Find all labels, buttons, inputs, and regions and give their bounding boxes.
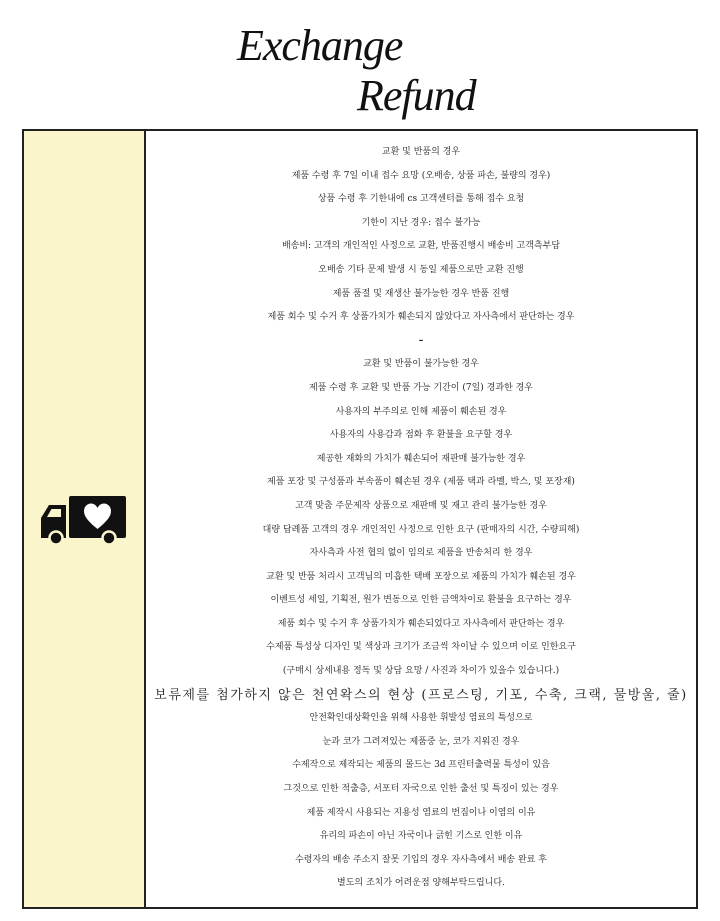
text-line: 안전확인대상확인을 위해 사용한 휘발성 염료의 특성으로 — [309, 713, 533, 724]
text-line: 수제작으로 제작되는 제품의 몰드는 3d 프린터출력물 특성이 있음 — [292, 760, 550, 771]
text-line: 교환 및 반품이 불가능한 경우 — [363, 359, 479, 370]
text-line: 대량 답례품 고객의 경우 개인적인 사정으로 인한 요구 (판매자의 시간, 수량피해) — [262, 524, 580, 535]
text-line: 자사측과 사전 협의 없이 임의로 제품을 반송처리 한 경우 — [309, 548, 533, 559]
text-line: 사용자의 사용감과 점화 후 환불을 요구할 경우 — [329, 430, 513, 441]
text-line: 제품 제작시 사용되는 지용성 염료의 번짐이나 이염의 이유 — [306, 807, 536, 818]
policy-text — [146, 131, 696, 907]
policy-box — [22, 129, 698, 909]
text-line: 눈과 코가 그려져있는 제품중 눈, 코가 지워진 경우 — [322, 736, 520, 747]
delivery-truck-heart-icon — [39, 494, 129, 544]
text-line: 유리의 파손이 아닌 자국이나 긁힌 기스로 인한 이유 — [319, 831, 523, 842]
text-line: 제공한 재화의 가치가 훼손되어 재판매 불가능한 경우 — [316, 453, 526, 464]
title-refund: Refund — [357, 71, 476, 120]
text-line: 별도의 조치가 어려운점 양해부탁드립니다. — [337, 878, 505, 889]
text-line: 사용자의 부주의로 인해 제품이 훼손된 경우 — [335, 406, 507, 417]
text-line: 제품 수령 후 7일 이내 접수 요망 (오배송, 상품 파손, 불량의 경우) — [291, 170, 551, 181]
text-line: 보류제를 첨가하지 않은 천연왁스의 현상 (프로스팅, 기포, 수축, 크랙, 물방울, 줄) — [154, 687, 688, 703]
text-line: 배송비: 고객의 개인적인 사정으로 교환, 반품진행시 배송비 고객측부담 — [281, 241, 561, 252]
text-line: 제품 수령 후 교환 및 반품 가능 기간이 (7일) 경과한 경우 — [309, 382, 533, 393]
text-line: 제품 포장 및 구성품과 부속품이 훼손된 경우 (제품 택과 라벨, 박스, 및 포장재) — [267, 477, 575, 488]
icon-column — [24, 131, 146, 907]
text-line: 교환 및 반품 처리시 고객님의 미흡한 택배 포장으로 제품의 가치가 훼손된 경우 — [266, 571, 576, 582]
text-line: 수령자의 배송 주소지 잘못 기입의 경우 자사측에서 배송 완료 후 — [295, 854, 547, 865]
text-line: (구매시 상세내용 정독 및 상담 요망 / 사진과 차이가 있을수 있습니다.) — [282, 666, 560, 677]
text-line: 오배송 기타 문제 발생 시 동일 제품으로만 교환 진행 — [318, 264, 524, 275]
text-line: 제품 회수 및 수거 후 상품가치가 훼손되었다고 자사측에서 판단하는 경우 — [277, 618, 565, 629]
text-line: 그것으로 인한 적출층, 서포터 자국으로 인한 출선 및 특징이 있는 경우 — [283, 784, 559, 795]
text-line: 제품 회수 및 수거 후 상품가치가 훼손되지 않았다고 자사측에서 판단하는 경우 — [267, 312, 575, 323]
section-separator: – — [418, 335, 424, 346]
text-line: 교환 및 반품의 경우 — [381, 147, 461, 157]
text-line: 고객 맞춤 주문제작 상품으로 재판매 및 재고 관리 불가능한 경우 — [295, 500, 547, 511]
text-line: 수제품 특성상 디자인 및 색상과 크기가 조금씩 차이날 수 있으며 이로 인한요구 — [266, 642, 576, 653]
text-line: 기한이 지난 경우: 접수 불가능 — [361, 217, 481, 228]
text-line: 상품 수령 후 기한내에 cs 고객센터를 통해 접수 요청 — [317, 194, 525, 205]
title-exchange: Exchange — [237, 21, 403, 70]
text-line: 이벤트성 세일, 기획전, 원가 변동으로 인한 금액차이로 환불을 요구하는 경우 — [270, 595, 572, 606]
text-line: 제품 품절 및 재생산 불가능한 경우 반품 진행 — [332, 288, 510, 299]
